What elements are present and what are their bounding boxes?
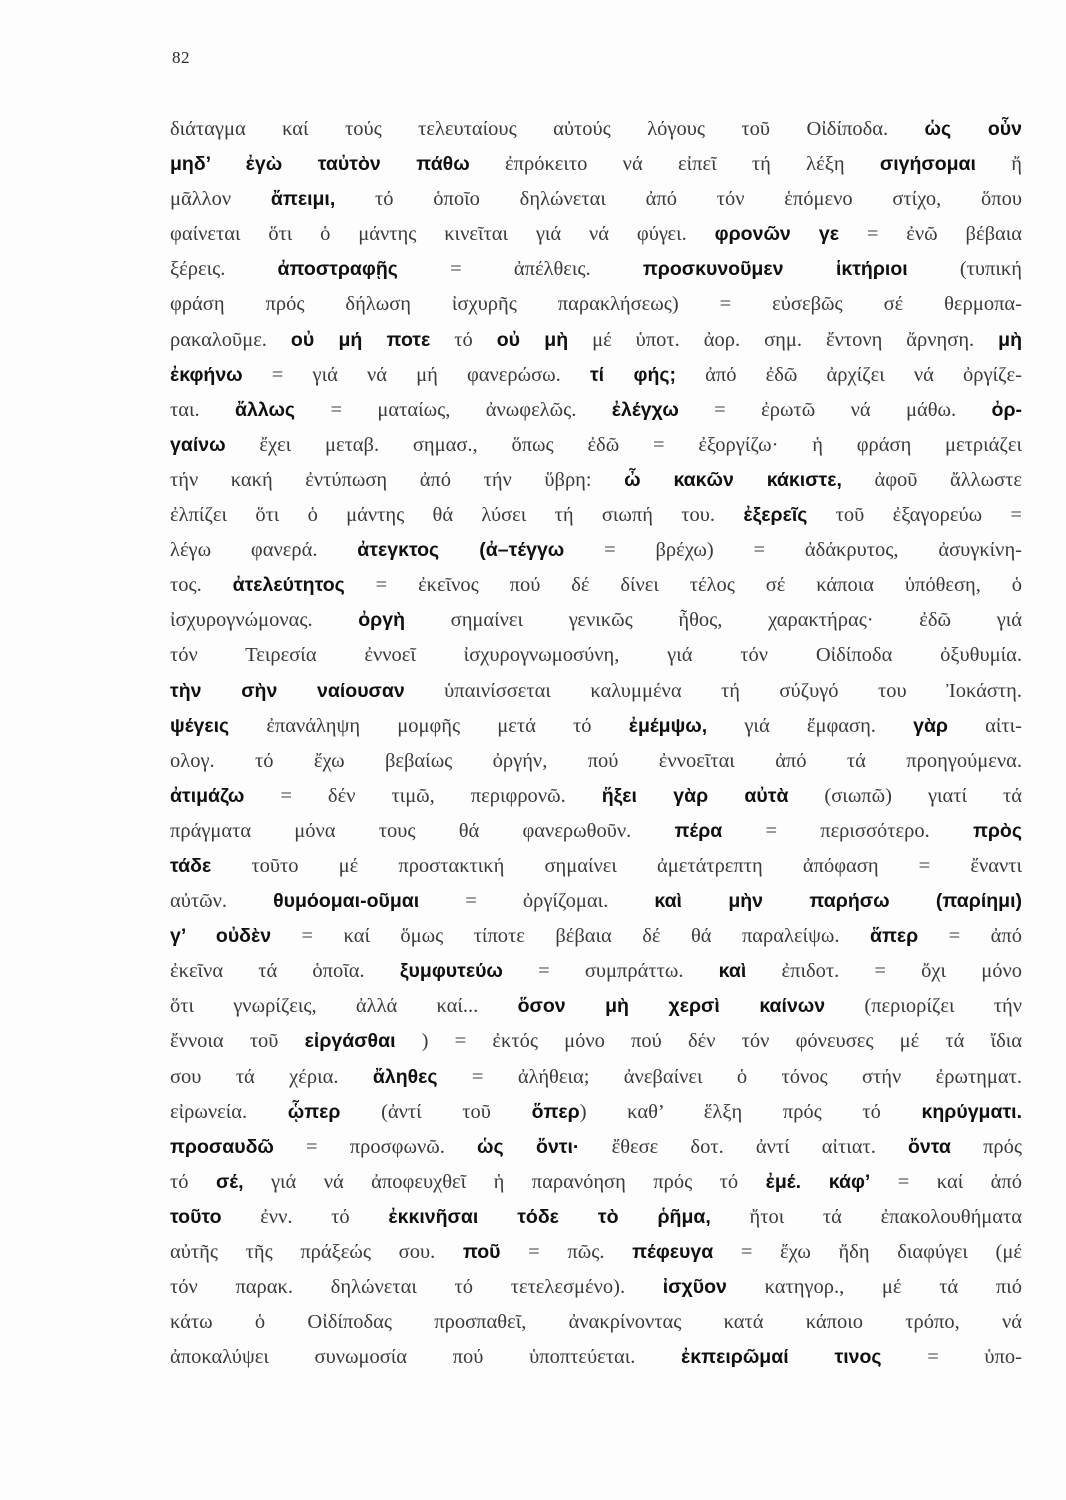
lemma-term: ψέγεις — [170, 714, 230, 737]
gloss-text: σου τά χέρια. — [170, 1065, 373, 1088]
gloss-text: φράση πρός δήλωση ἰσχυρῆς παρακλήσεως) = εὐσεβῶς σέ θερμοπα- — [170, 293, 1022, 316]
gloss-text: ἤ — [975, 153, 1022, 176]
lemma-term: ἐξερεῖς — [743, 504, 808, 527]
lemma-term: τὴν σὴν ναίουσαν — [170, 679, 405, 702]
gloss-text: = ἐνῶ βέβαια — [839, 223, 1022, 246]
gloss-text: φαίνεται ὅτι ὁ μάντης κινεῖται γιά νά φύγει. — [170, 223, 715, 246]
text-line — [170, 638, 1022, 673]
gloss-text: ἐνν. τό — [221, 1205, 389, 1228]
gloss-text: ) καθ’ ἕλξη πρός τό — [579, 1100, 922, 1123]
gloss-text: κατηγορ., μέ τά πιό — [726, 1276, 1022, 1299]
gloss-text: διάταγμα καί τούς τελευταίους αὐτούς λόγους τοῦ Οἰδίποδα. — [170, 118, 925, 140]
gloss-text: αὐτῆς τῆς πράξεώς σου. — [170, 1241, 463, 1263]
gloss-text: = καί ὅμως τίποτε βέβαια δέ θά παραλείψω. — [271, 925, 870, 948]
text-line — [170, 217, 1022, 252]
lemma-term: ἥξει γὰρ αὐτὰ — [601, 784, 789, 807]
gloss-text: = γιά νά μή φανερώσω. — [242, 363, 590, 386]
text-line — [170, 1235, 1022, 1270]
lemma-term: ἀποστραφῇς — [277, 258, 398, 281]
text-line — [170, 1060, 1022, 1095]
gloss-text: = ὀργίζομαι. — [419, 890, 655, 913]
gloss-text: μᾶλλον — [170, 188, 271, 211]
text-line — [170, 709, 1022, 744]
text-line — [170, 568, 1022, 603]
lemma-term: πέρα — [674, 819, 723, 842]
text-line — [170, 498, 1022, 533]
gloss-text: σημαίνει γενικῶς ἦθος, χαρακτήρας· ἐδῶ γιά — [405, 609, 1022, 632]
gloss-text: ὑπαινίσσεται καλυμμένα τή σύζυγό του Ἰοκάστη. — [404, 679, 1022, 702]
text-line — [170, 182, 1022, 217]
gloss-text: ξέρεις. — [170, 258, 278, 281]
gloss-text: λέγω φανερά. — [170, 539, 358, 562]
text-line — [170, 463, 1022, 498]
gloss-text: = βρέχω) = ἀδάκρυτος, ἀσυγκίνη- — [564, 539, 1022, 562]
lemma-term: ἀτιμάζω — [170, 784, 245, 807]
text-line — [170, 674, 1022, 709]
gloss-text: ἀφοῦ ἄλλωστε — [841, 468, 1022, 491]
text-line — [170, 1165, 1022, 1200]
gloss-text: (περιορίζει τήν — [825, 995, 1022, 1018]
gloss-text: τος. — [170, 574, 233, 597]
lemma-term: ᾧπερ — [287, 1100, 341, 1123]
lemma-term: ἄληθες — [372, 1065, 438, 1088]
lemma-term: φρονῶν γε — [714, 223, 840, 246]
lemma-term: ξυμφυτεύω — [399, 960, 503, 983]
gloss-text: πρός — [950, 1135, 1022, 1158]
text-line — [170, 1095, 1022, 1130]
gloss-text: ἐπανάληψη μομφῆς μετά τό — [229, 714, 629, 737]
gloss-text: γιά νά ἀποφευχθεῖ ἡ παρανόηση πρός τό — [243, 1170, 766, 1193]
gloss-text: τόν Τειρεσία ἐννοεῖ ἰσχυρογνωμοσύνη, γιά τόν Οἰδίποδα ὀξυθυμία. — [170, 644, 1022, 667]
gloss-text: ἀποκαλύψει συνωμοσία πού ὑποπτεύεται. — [170, 1346, 682, 1369]
text-line — [170, 323, 1022, 358]
gloss-text: τό ὁποῖο δηλώνεται ἀπό τόν ἑπόμενο στίχο, ὅπου — [335, 188, 1022, 211]
lemma-term: ἰσχῦον — [662, 1276, 727, 1299]
gloss-text: τό — [430, 328, 497, 351]
gloss-text: = προσφωνῶ. — [273, 1135, 477, 1158]
text-line — [170, 989, 1022, 1024]
gloss-text: ἔννοια τοῦ — [170, 1030, 305, 1053]
gloss-text: ολογ. τό ἔχω βεβαίως ὀργήν, πού ἐννοεῖται ἀπό τά προηγούμενα. — [170, 749, 1022, 772]
gloss-text: ) = ἐκτός μόνο πού δέν τόν φόνευσες μέ τά ἴδια — [395, 1030, 1022, 1053]
gloss-text: = δέν τιμῶ, περιφρονῶ. — [244, 784, 602, 807]
gloss-text: ἀπό ἐδῶ ἀρχίζει νά ὀργίζε- — [676, 363, 1022, 386]
lemma-term: καὶ μὴν παρήσω (παρίημι) — [654, 890, 1022, 913]
gloss-text: ται. — [170, 398, 236, 421]
lemma-term: τί φής; — [589, 363, 676, 386]
text-line — [170, 1340, 1022, 1375]
text-line — [170, 112, 1022, 147]
lemma-term: θυμόομαι-οῦμαι — [273, 890, 420, 913]
lemma-term: τοῦτο — [170, 1205, 222, 1228]
gloss-text: ρακαλοῦμε. — [170, 328, 291, 351]
lemma-term: ὡς οὖν — [924, 118, 1022, 140]
text-line — [170, 814, 1022, 849]
gloss-text: = ἐκεῖνος πού δέ δίνει τέλος σέ κάποια ὑπόθεση, ὁ — [344, 574, 1022, 597]
gloss-text: τόν παρακ. δηλώνεται τό τετελεσμένο). — [170, 1276, 663, 1299]
lemma-term: γὰρ — [913, 714, 948, 737]
gloss-text: αἰτι- — [948, 714, 1022, 737]
lemma-term: πέφευγα — [632, 1241, 714, 1263]
lemma-term: πρὸς — [972, 819, 1022, 842]
lemma-term: ἀτελεύτητος — [232, 574, 345, 597]
lemma-term: μὴ — [998, 328, 1022, 351]
gloss-text: = ἐρωτῶ νά μάθω. — [678, 398, 992, 421]
lemma-term: ὀργὴ — [358, 609, 405, 632]
gloss-text: τήν κακή ἐντύπωση ἀπό τήν ὕβρη: — [170, 468, 625, 491]
lemma-term: ὅπερ — [531, 1100, 580, 1123]
lemma-term: ὄντα — [908, 1135, 951, 1158]
lemma-term: οὐ μή ποτε — [290, 328, 431, 351]
gloss-text: ἐπρόκειτο νά εἰπεῖ τή λέξη — [469, 153, 880, 176]
gloss-text: = ἀπό — [918, 925, 1022, 948]
text-line — [170, 147, 1022, 182]
gloss-text: γιά ἔμφαση. — [707, 714, 914, 737]
gloss-text: = συμπράττω. — [502, 960, 719, 983]
text-line — [170, 252, 1022, 287]
lemma-term: ἄλλως — [235, 398, 296, 421]
gloss-text: ὅτι γνωρίζεις, ἀλλά καί... — [170, 995, 518, 1018]
text-line — [170, 1270, 1022, 1305]
gloss-text: τοῦ ἐξαγορεύω = — [807, 504, 1022, 527]
lemma-term: καὶ — [718, 960, 747, 983]
lemma-term: κηρύγματι. — [921, 1100, 1022, 1123]
gloss-text: = πῶς. — [500, 1241, 633, 1263]
gloss-text: ἐπιδοτ. = ὄχι μόνο — [746, 960, 1022, 983]
text-line — [170, 919, 1022, 954]
text-line — [170, 849, 1022, 884]
text-line — [170, 954, 1022, 989]
gloss-text: μέ ὑποτ. ἀορ. σημ. ἔντονη ἄρνηση. — [568, 328, 999, 351]
commentary-text — [170, 112, 1022, 1375]
gloss-text: εἰρωνεία. — [170, 1100, 288, 1123]
lemma-term: προσαυδῶ — [170, 1135, 274, 1158]
text-line — [170, 393, 1022, 428]
lemma-term: ποῦ — [462, 1241, 501, 1263]
lemma-term: προσκυνοῦμεν ἱκτήριοι — [642, 258, 908, 281]
lemma-term: γ’ οὐδὲν — [170, 925, 272, 948]
gloss-text: κάτω ὁ Οἰδίποδας προσπαθεῖ, ἀνακρίνοντας κατά κάποιο τρόπο, νά — [170, 1311, 1022, 1334]
text-line — [170, 533, 1022, 568]
gloss-text: = ματαίως, ἀνωφελῶς. — [295, 398, 612, 421]
lemma-term: ὦ κακῶν κάκιστε, — [624, 468, 842, 491]
gloss-text: ἐλπίζει ὅτι ὁ μάντης θά λύσει τή σιωπή του. — [170, 504, 744, 527]
lemma-term: τάδε — [170, 854, 212, 877]
gloss-text: ἔχει μεταβ. σημασ., ὅπως ἐδῶ = ἐξοργίζω· ἡ φράση μετριάζει — [225, 433, 1022, 456]
gloss-text: (σιωπῶ) γιατί τά — [788, 784, 1022, 807]
gloss-text: = ἀπέλθεις. — [397, 258, 643, 281]
gloss-text: πράγματα μόνα τους θά φανερωθοῦν. — [170, 819, 675, 842]
text-line — [170, 428, 1022, 463]
text-line — [170, 603, 1022, 638]
gloss-text: = ἀλήθεια; ἀνεβαίνει ὁ τόνος στήν ἐρωτηματ. — [437, 1065, 1022, 1088]
lemma-term: μηδ’ ἐγὼ ταὐτὸν πάθω — [170, 153, 470, 176]
lemma-term: ἀτεγκτος (ἀ–τέγγω — [357, 539, 565, 562]
text-line — [170, 779, 1022, 814]
text-line — [170, 744, 1022, 779]
lemma-term: ἐλέγχω — [611, 398, 679, 421]
gloss-text: ἤτοι τά ἐπακολουθήματα — [710, 1205, 1022, 1228]
text-line — [170, 1130, 1022, 1165]
gloss-text: = περισσότερο. — [722, 819, 973, 842]
gloss-text: τό — [170, 1170, 216, 1193]
page-number: 82 — [172, 48, 190, 67]
text-line — [170, 287, 1022, 322]
lemma-term: γαίνω — [170, 433, 226, 456]
text-line — [170, 884, 1022, 919]
lemma-term: οὐ μὴ — [496, 328, 569, 351]
gloss-text: ἔθεσε δοτ. ἀντί αἰτιατ. — [579, 1135, 909, 1158]
text-line — [170, 1024, 1022, 1059]
lemma-term: σιγήσομαι — [879, 153, 976, 176]
lemma-term: ἐκκινῆσαι τόδε τὸ ῥῆμα, — [388, 1205, 711, 1228]
lemma-term: ἄπειμι, — [270, 188, 336, 211]
lemma-term: ὡς ὄντι· — [477, 1135, 580, 1158]
lemma-term: ἐκπειρῶμαί τινος — [681, 1346, 882, 1369]
text-line — [170, 358, 1022, 393]
gloss-text: τοῦτο μέ προστακτική σημαίνει ἀμετάτρεπτη ἀπόφαση = ἔναντι — [211, 854, 1022, 877]
gloss-text: = ἔχω ἤδη διαφύγει (μέ — [713, 1241, 1022, 1263]
gloss-text: ἐκεῖνα τά ὁποῖα. — [170, 960, 400, 983]
lemma-term: ἐκφήνω — [170, 363, 243, 386]
lemma-term: ἅπερ — [869, 925, 919, 948]
gloss-text: αὐτῶν. — [170, 890, 274, 913]
gloss-text: = καί ἀπό — [870, 1170, 1022, 1193]
gloss-text: ἰσχυρογνώμονας. — [170, 609, 359, 632]
lemma-term: ἐμέμψω, — [628, 714, 708, 737]
lemma-term: σέ, — [215, 1170, 244, 1193]
gloss-text: = ὑπο- — [881, 1346, 1022, 1369]
gloss-text: (τυπική — [907, 258, 1022, 281]
gloss-text: (ἀντί τοῦ — [340, 1100, 532, 1123]
lemma-term: εἰργάσθαι — [304, 1030, 396, 1053]
lemma-term: ὅσον μὴ χερσὶ καίνων — [517, 995, 826, 1018]
lemma-term: ὀρ- — [991, 398, 1022, 421]
text-line — [170, 1305, 1022, 1340]
text-line — [170, 1200, 1022, 1235]
lemma-term: ἐμέ. κάφ’ — [765, 1170, 871, 1193]
